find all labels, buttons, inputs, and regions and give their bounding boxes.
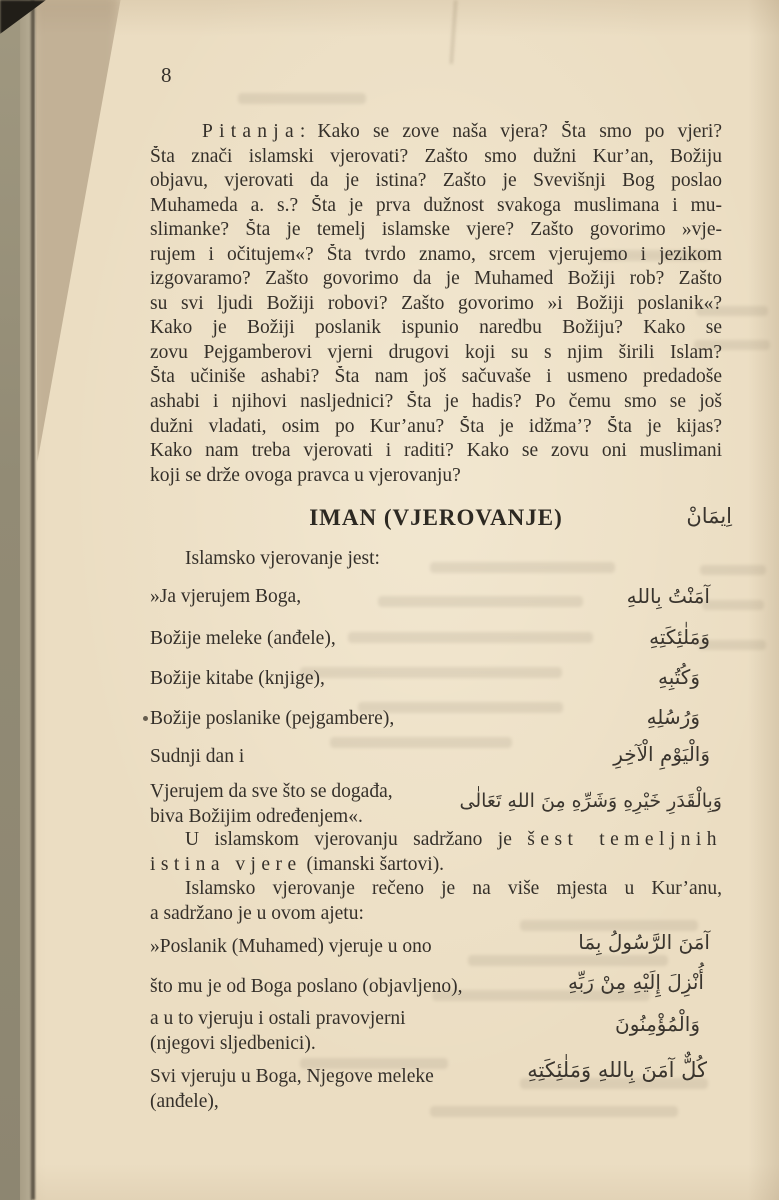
ayah-arabic: آمَنَ الرَّسُولُ بِمَا xyxy=(578,930,710,954)
summary-text-spaced: istina vjere xyxy=(150,854,302,876)
ayah-text-line: Svi vjeruju u Boga, Njegove meleke xyxy=(150,1066,434,1087)
bleed-through-smudge xyxy=(430,1106,678,1117)
bleed-through-smudge xyxy=(300,667,562,678)
belief-text: Sudnji dan i xyxy=(150,746,245,767)
bleed-through-smudge xyxy=(238,93,366,104)
page-number: 8 xyxy=(161,63,172,87)
paragraph-line-text: Kako se zove naša vjera? Šta smo po vjeri? xyxy=(317,121,722,142)
paragraph-line: su svi ljudi Božiji robovi? Zašto govorimo »i Božiji poslanik«? xyxy=(150,292,722,314)
ayah-arabic: وَالْمُؤْمِنُونَ xyxy=(615,1012,700,1036)
paragraph-line: dužni vladati, osim po Kur’anu? Šta je idžma’? Šta je kijas? xyxy=(150,415,722,437)
paragraph-line: zovu Pejgamberovi vjerni drugovi koji su s njim širili Islam? xyxy=(150,341,722,363)
paragraph-line: objavu, vjerovati da je istina? Zašto je Svevišnji Bog poslao xyxy=(150,170,722,192)
ayah-text: što mu je od Boga poslano (objavljeno), xyxy=(150,976,463,997)
paragraph-line: rujem i očitujem«? Šta tvrdo znamo, srcem vjerujemo i jezikom xyxy=(150,243,722,265)
paragraph-line: izgovaramo? Zašto govorimo da je Muhamed Božiji rob? Zašto xyxy=(150,268,722,290)
belief-text: Božije meleke (anđele), xyxy=(150,628,336,649)
belief-arabic: آمَنْتُ بِاللهِ xyxy=(626,584,710,608)
ayah-text-line: (anđele), xyxy=(150,1090,219,1112)
belief-arabic: وَالْيَوْمِ الْآخِرِ xyxy=(613,742,710,766)
belief-text: Božije poslanike (pejgambere), xyxy=(150,708,395,729)
summary-line xyxy=(150,852,722,877)
paragraph-line: Muhameda a. s.? Šta je prva dužnost svakoga muslimana i mu- xyxy=(150,194,722,216)
paragraph-lead-word: Pitanja: xyxy=(202,121,312,142)
page-fold-shadow xyxy=(31,0,35,1200)
paragraph-line: Šta učiniše ashabi? Šta nam još sačuvaše i usmeno predadoše xyxy=(150,366,722,388)
ayah-text-line: a u to vjeruju i ostali pravovjerni xyxy=(150,1008,406,1029)
ayah-text xyxy=(150,1007,406,1057)
summary-line xyxy=(150,827,722,852)
paragraph-line: a sadržano je u ovom ajetu: xyxy=(150,903,364,925)
belief-text-line: biva Božijim određenjem«. xyxy=(150,805,363,827)
paragraph-line: koji se drže ovoga pravca u vjerovanju? xyxy=(150,464,461,486)
paragraph-line: Islamsko vjerovanje rečeno je na više mjesta u Kur’anu, xyxy=(185,878,722,899)
belief-text: Božije kitabe (knjige), xyxy=(150,668,325,689)
ayah-intro-paragraph xyxy=(150,876,722,926)
ayah-arabic: أُنْزِلَ إِلَيْهِ مِنْ رَبِّهِ xyxy=(567,970,704,994)
belief-arabic: وَكُتُبِهِ xyxy=(658,665,700,689)
paragraph-line xyxy=(150,121,722,146)
belief-text: »Ja vjerujem Boga, xyxy=(150,586,302,607)
ayah-arabic: كُلٌّ آمَنَ بِاللهِ وَمَلٰئِكَتِهِ xyxy=(527,1058,707,1082)
bleed-through-smudge xyxy=(330,737,512,748)
paragraph-line: slimanke? Šta je temelj islamske vjere? Zašto govorimo »vje- xyxy=(150,219,722,241)
ink-speck xyxy=(143,716,148,721)
questions-paragraph xyxy=(150,121,722,489)
belief-arabic: وَرُسُلِهِ xyxy=(646,705,700,729)
bleed-through-smudge xyxy=(348,632,593,643)
paragraph-line: Kako nam treba vjerovati i raditi? Kako se zovu oni muslimani xyxy=(150,440,722,462)
summary-text-spaced: šest temeljnih xyxy=(527,829,722,850)
bleed-through-smudge xyxy=(702,600,764,610)
belief-arabic: وَبِالْقَدَرِ خَيْرِهِ وَشَرِّهِ مِنَ اللهِ تَعَالٰى xyxy=(459,790,722,812)
summary-text: (imanski šartovi). xyxy=(306,854,445,876)
summary-text: U islamskom vjerovanju sadržano je xyxy=(185,829,512,850)
belief-text xyxy=(150,780,393,830)
ayah-text xyxy=(150,1065,434,1115)
belief-arabic: وَمَلٰئِكَتِهِ xyxy=(649,625,710,649)
paragraph-line: Kako je Božiji poslanik ispunio naredbu Božiju? Kako se xyxy=(150,317,722,339)
bleed-through-smudge xyxy=(468,955,668,966)
belief-text-line: Vjerujem da sve što se događa, xyxy=(150,781,393,802)
ayah-text: »Poslanik (Muhamed) vjeruje u ono xyxy=(150,936,432,957)
paper-crease xyxy=(450,0,457,64)
page-curvature-shadow xyxy=(30,0,122,462)
section-title: IMAN (VJEROVANJE) xyxy=(309,505,563,530)
section-title-arabic: اِيمَانْ xyxy=(686,504,732,528)
bleed-through-smudge xyxy=(378,596,583,607)
summary-paragraph xyxy=(150,827,722,877)
paragraph-line: ashabi i njihovi nasljednici? Šta je hadis? Po čemu smo se još xyxy=(150,391,722,413)
intro-line: Islamsko vjerovanje jest: xyxy=(185,548,380,569)
paragraph-line: Šta znači islamski vjerovati? Zašto smo dužni Kur’an, Božiju xyxy=(150,145,722,167)
ayah-text-line: (njegovi sljedbenici). xyxy=(150,1032,316,1054)
